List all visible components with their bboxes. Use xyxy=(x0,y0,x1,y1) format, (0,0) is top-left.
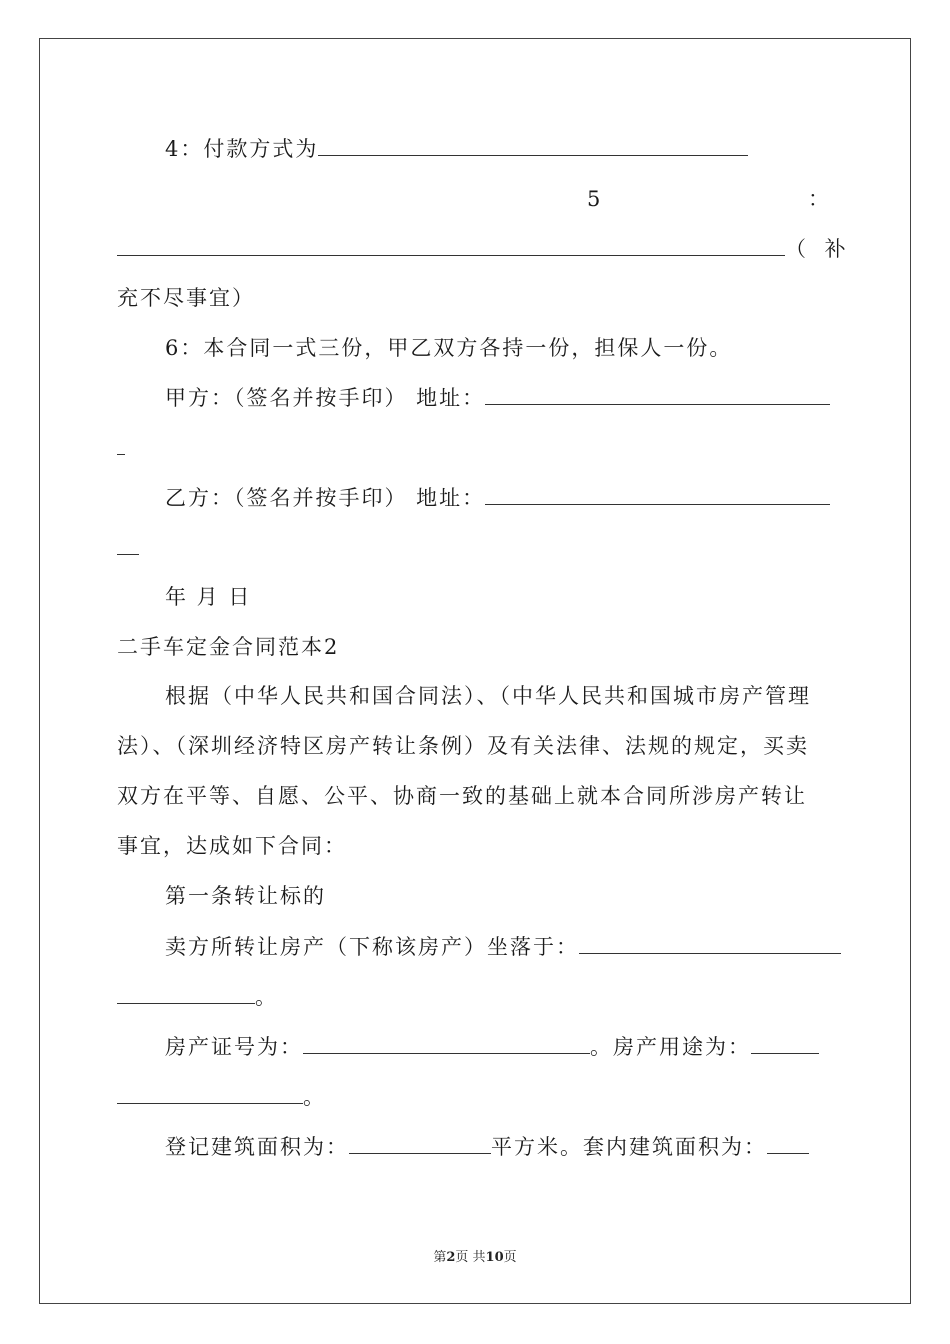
area-inner-blank xyxy=(767,1131,809,1154)
payment-label: 4：付款方式为 xyxy=(165,137,319,161)
party-b-overflow-blank xyxy=(117,532,139,555)
page-footer xyxy=(0,1246,950,1265)
para1-line4: 事宜，达成如下合同： xyxy=(117,834,347,858)
location-line xyxy=(165,931,841,962)
supplement-line xyxy=(117,233,852,264)
supplement-continued: 充不尽事宜） xyxy=(117,286,255,310)
party-a-address-blank xyxy=(485,382,830,405)
location-blank xyxy=(579,931,841,954)
cert-blank xyxy=(303,1031,590,1054)
usage-blank xyxy=(751,1031,819,1054)
para1-line1: 根据（中华人民共和国合同法）、（中华人民共和国城市房产管理 xyxy=(165,684,811,708)
party-a-overflow xyxy=(117,432,125,463)
footer-total-pages: 10 xyxy=(485,1250,504,1265)
item5-colon: ： xyxy=(808,187,831,211)
usage-label: 。房产用途为： xyxy=(590,1035,751,1059)
payment-line xyxy=(165,133,748,164)
location-overflow-blank xyxy=(117,981,255,1004)
footer-prefix: 第 xyxy=(433,1250,447,1265)
item5-number: 5 xyxy=(587,187,603,211)
party-b-address-blank xyxy=(485,482,830,505)
footer-page-number: 2 xyxy=(446,1250,456,1265)
location-overflow xyxy=(117,981,278,1012)
usage-overflow xyxy=(117,1081,326,1112)
para1-line2: 法）、（深圳经济特区房产转让条例）及有关法律、法规的规定，买卖 xyxy=(117,734,809,758)
area-line xyxy=(165,1131,809,1162)
usage-period: 。 xyxy=(303,1085,326,1109)
cert-label: 房产证号为： xyxy=(165,1035,303,1059)
supplement-text: （ 补 xyxy=(785,237,852,261)
party-b-line xyxy=(165,482,830,513)
section-heading: 二手车定金合同范本2 xyxy=(117,635,340,659)
area-unit-label: 平方米。套内建筑面积为： xyxy=(491,1135,767,1159)
party-b-label: 乙方：（签名并按手印） 地址： xyxy=(165,486,486,510)
footer-suffix: 页 xyxy=(503,1250,517,1265)
party-b-overflow xyxy=(117,532,139,563)
cert-usage-line xyxy=(165,1031,819,1062)
article-one-title: 第一条转让标的 xyxy=(165,884,326,908)
payment-blank xyxy=(318,133,748,156)
location-period: 。 xyxy=(255,985,278,1009)
area-reg-blank xyxy=(349,1131,491,1154)
area-reg-label: 登记建筑面积为： xyxy=(165,1135,349,1159)
location-label: 卖方所转让房产（下称该房产）坐落于： xyxy=(165,935,579,959)
date-line: 年 月 日 xyxy=(165,585,252,609)
supplement-blank xyxy=(117,233,785,256)
party-a-line xyxy=(165,382,830,413)
footer-mid: 页 共 xyxy=(455,1250,486,1265)
party-a-overflow-blank xyxy=(117,432,125,455)
usage-overflow-blank xyxy=(117,1081,303,1104)
party-a-label: 甲方：（签名并按手印） 地址： xyxy=(165,386,486,410)
page-border xyxy=(39,38,911,1304)
copies-line: 6：本合同一式三份，甲乙双方各持一份，担保人一份。 xyxy=(165,336,733,360)
para1-line3: 双方在平等、自愿、公平、协商一致的基础上就本合同所涉房产转让 xyxy=(117,784,807,808)
